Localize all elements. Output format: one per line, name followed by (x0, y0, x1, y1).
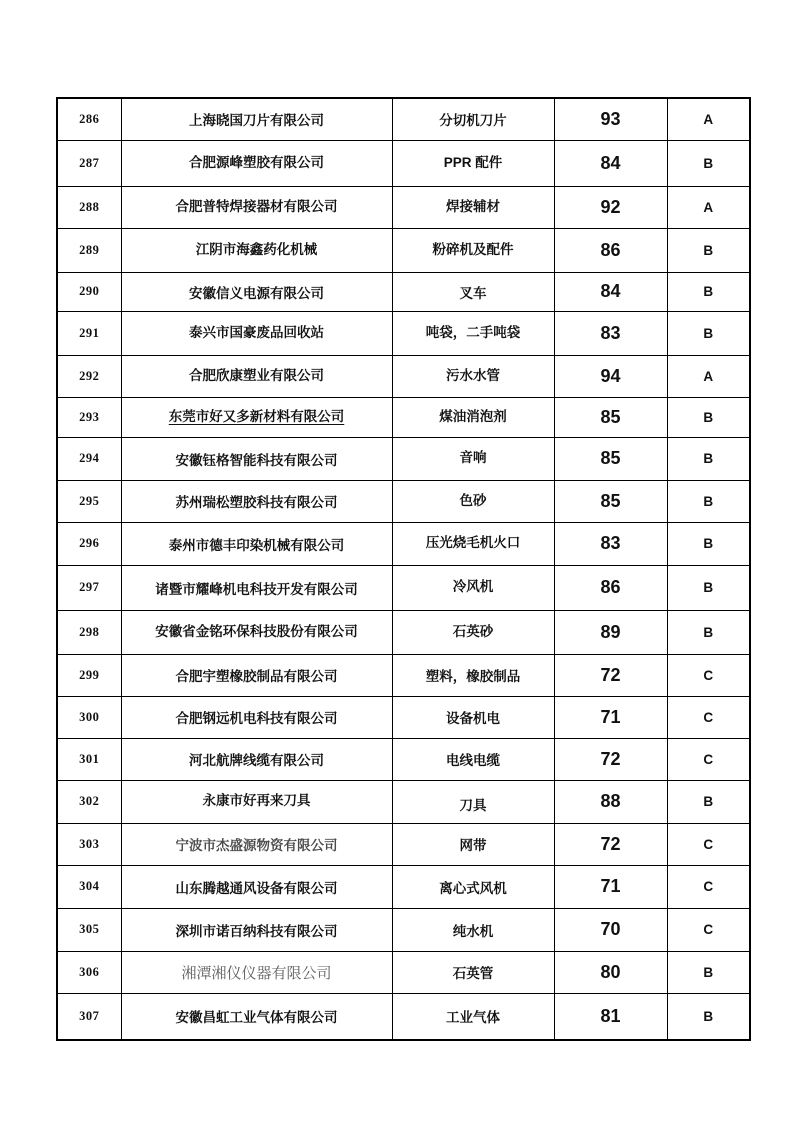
product-cell (392, 228, 554, 272)
grade-cell-text: C (703, 709, 714, 725)
score-cell-text: 92 (600, 196, 621, 217)
score-cell (554, 696, 667, 738)
company-cell (121, 355, 392, 397)
grade-cell-text: B (703, 1008, 714, 1024)
product-cell (392, 780, 554, 823)
product-cell-text: 塑料，橡胶制品 (425, 669, 521, 684)
table-body (57, 98, 750, 1040)
grade-cell (667, 610, 750, 654)
product-cell (392, 565, 554, 610)
company-cell-text: 合肥欣康塑业有限公司 (189, 367, 324, 383)
grade-cell (667, 696, 750, 738)
company-cell (121, 140, 392, 186)
grade-cell-text: B (703, 242, 714, 258)
score-cell-text: 72 (600, 833, 621, 854)
grade-cell (667, 908, 750, 951)
serial-cell (57, 951, 121, 993)
table-row (57, 397, 750, 437)
serial-cell (57, 696, 121, 738)
grade-cell-text: B (703, 580, 714, 595)
product-cell-text: 石英砂 (452, 623, 494, 639)
product-cell-text: 色砂 (459, 492, 487, 508)
company-cell-text: 宁波市杰盛源物资有限公司 (175, 838, 338, 853)
company-cell (121, 993, 392, 1040)
table-row (57, 480, 750, 522)
product-cell-text: 设备机电 (446, 711, 500, 726)
score-cell-text: 84 (600, 281, 621, 301)
table-row (57, 522, 750, 565)
company-cell-text: 湘潭湘仪仪器有限公司 (181, 964, 332, 982)
score-cell (554, 951, 667, 993)
product-cell-text: 吨袋，二手吨袋 (425, 324, 521, 340)
company-cell-text: 河北航牌线缆有限公司 (189, 753, 324, 768)
grade-cell-text: B (703, 409, 714, 425)
grade-cell-text: B (703, 624, 714, 640)
company-cell (121, 565, 392, 610)
serial-cell-text: 304 (79, 879, 100, 893)
product-cell-text: 刀具 (459, 798, 487, 813)
score-cell-text: 80 (600, 961, 621, 982)
table-row (57, 186, 750, 228)
serial-cell-text: 302 (79, 794, 100, 808)
company-cell (121, 610, 392, 654)
grade-cell (667, 823, 750, 865)
product-cell (392, 610, 554, 654)
company-cell (121, 908, 392, 951)
table-row (57, 98, 750, 140)
company-cell-text: 合肥源峰塑胶有限公司 (189, 154, 324, 170)
product-cell-text: PPR 配件 (443, 154, 503, 170)
grade-cell-text: B (703, 325, 714, 341)
grade-cell-text: C (703, 922, 714, 937)
product-cell-text: 音响 (459, 450, 487, 465)
table-row (57, 823, 750, 865)
product-cell (392, 908, 554, 951)
table-row (57, 610, 750, 654)
score-cell (554, 228, 667, 272)
serial-cell (57, 908, 121, 951)
grade-cell-text: B (703, 794, 714, 809)
company-cell (121, 951, 392, 993)
score-cell (554, 480, 667, 522)
company-cell-text: 永康市好再来刀具 (202, 793, 311, 808)
company-cell (121, 272, 392, 311)
product-cell (392, 738, 554, 780)
serial-cell-text: 289 (79, 242, 100, 257)
serial-cell (57, 738, 121, 780)
serial-cell (57, 610, 121, 654)
score-cell-text: 81 (600, 1005, 621, 1026)
grade-cell (667, 522, 750, 565)
company-cell-text: 诸暨市耀峰机电科技开发有限公司 (155, 581, 358, 597)
product-cell (392, 98, 554, 140)
table-row (57, 565, 750, 610)
serial-cell-text: 293 (79, 409, 100, 424)
grade-cell (667, 228, 750, 272)
company-cell-text: 苏州瑞松塑胶科技有限公司 (175, 495, 338, 510)
company-cell-text: 安徽钰格智能科技有限公司 (175, 452, 338, 468)
company-cell-text: 安徽信义电源有限公司 (189, 285, 324, 301)
serial-cell-text: 303 (79, 836, 100, 851)
serial-cell-text: 306 (79, 964, 100, 979)
serial-cell-text: 292 (79, 368, 100, 383)
product-cell (392, 311, 554, 355)
score-cell (554, 98, 667, 140)
product-cell-text: 分切机刀片 (439, 113, 507, 129)
product-cell (392, 865, 554, 908)
company-cell-text: 泰州市德丰印染机械有限公司 (168, 537, 345, 553)
table-row (57, 140, 750, 186)
serial-cell (57, 140, 121, 186)
score-cell-text: 89 (600, 621, 621, 642)
score-cell (554, 565, 667, 610)
company-cell (121, 311, 392, 355)
score-cell-text: 71 (600, 876, 621, 896)
grade-cell-text: B (703, 284, 714, 299)
grade-cell (667, 951, 750, 993)
product-cell-text: 压光烧毛机火口 (425, 535, 521, 550)
table-row (57, 272, 750, 311)
product-cell-text: 工业气体 (446, 1010, 500, 1026)
score-cell-text: 72 (600, 748, 621, 769)
product-cell (392, 186, 554, 228)
serial-cell (57, 780, 121, 823)
score-cell-text: 85 (600, 490, 621, 511)
serial-cell-text: 287 (79, 155, 100, 170)
company-cell-text: 深圳市诺百纳科技有限公司 (175, 923, 338, 939)
score-cell (554, 908, 667, 951)
serial-cell-text: 296 (79, 536, 100, 550)
product-cell-text: 离心式风机 (439, 880, 507, 896)
grade-cell-text: B (703, 964, 714, 980)
company-cell (121, 823, 392, 865)
product-cell-text: 石英管 (452, 966, 494, 981)
score-cell (554, 865, 667, 908)
grade-cell-text: C (703, 751, 714, 767)
score-cell-text: 85 (600, 406, 621, 427)
company-cell (121, 738, 392, 780)
company-cell-text: 合肥宇塑橡胶制品有限公司 (175, 669, 338, 684)
score-cell-text: 94 (600, 365, 621, 386)
score-cell-text: 88 (600, 791, 621, 811)
score-cell (554, 186, 667, 228)
table-row (57, 654, 750, 696)
serial-cell-text: 288 (79, 199, 100, 214)
product-cell (392, 272, 554, 311)
company-cell-text: 合肥普特焊接器材有限公司 (175, 198, 338, 214)
company-cell (121, 98, 392, 140)
company-cell-text: 泰兴市国豪废品回收站 (189, 324, 324, 340)
grade-cell (667, 355, 750, 397)
grade-cell-text: C (703, 667, 714, 683)
product-cell (392, 437, 554, 480)
grade-cell (667, 397, 750, 437)
serial-cell (57, 272, 121, 311)
grade-cell (667, 738, 750, 780)
serial-cell-text: 294 (79, 451, 100, 465)
score-cell (554, 993, 667, 1040)
serial-cell-text: 301 (79, 751, 100, 766)
company-cell (121, 696, 392, 738)
score-cell-text: 86 (600, 577, 621, 597)
serial-cell-text: 307 (79, 1008, 100, 1023)
product-cell-text: 粉碎机及配件 (432, 241, 514, 257)
company-cell (121, 397, 392, 437)
product-cell-text: 冷风机 (452, 579, 494, 594)
product-cell (392, 140, 554, 186)
table-row (57, 311, 750, 355)
serial-cell-text: 299 (79, 667, 100, 682)
product-cell (392, 951, 554, 993)
serial-cell-text: 290 (79, 284, 100, 298)
grade-cell (667, 565, 750, 610)
grade-cell (667, 780, 750, 823)
serial-cell-text: 291 (79, 325, 100, 340)
product-cell-text: 纯水机 (452, 923, 494, 939)
serial-cell-text: 286 (79, 111, 100, 126)
score-cell (554, 610, 667, 654)
score-cell-text: 71 (600, 706, 621, 727)
table-row (57, 865, 750, 908)
grade-cell-text: B (703, 451, 714, 466)
company-cell (121, 522, 392, 565)
table-row (57, 993, 750, 1040)
serial-cell (57, 865, 121, 908)
grade-cell (667, 993, 750, 1040)
score-cell-text: 72 (600, 664, 621, 685)
serial-cell (57, 397, 121, 437)
grade-cell (667, 865, 750, 908)
supplier-rating-table (56, 97, 751, 1041)
table-row (57, 738, 750, 780)
table-row (57, 355, 750, 397)
score-cell (554, 397, 667, 437)
grade-cell-text: C (703, 879, 714, 894)
grade-cell-text: A (703, 111, 714, 127)
score-cell-text: 84 (600, 152, 621, 173)
score-cell (554, 522, 667, 565)
score-cell-text: 86 (600, 239, 621, 260)
serial-cell (57, 98, 121, 140)
product-cell (392, 355, 554, 397)
serial-cell (57, 186, 121, 228)
company-cell-text: 上海晓国刀片有限公司 (189, 113, 324, 129)
product-cell-text: 叉车 (459, 285, 487, 301)
serial-cell (57, 355, 121, 397)
grade-cell-text: B (703, 493, 714, 509)
product-cell-text: 网带 (459, 838, 487, 853)
company-cell-text: 山东腾越通风设备有限公司 (175, 880, 338, 896)
company-cell (121, 480, 392, 522)
product-cell-text: 煤油消泡剂 (439, 408, 507, 424)
grade-cell-text: C (703, 836, 714, 852)
serial-cell-text: 305 (79, 922, 100, 936)
product-cell-text: 焊接辅材 (446, 198, 500, 214)
score-cell (554, 272, 667, 311)
score-cell (554, 738, 667, 780)
score-cell (554, 140, 667, 186)
grade-cell (667, 437, 750, 480)
score-cell (554, 780, 667, 823)
company-cell (121, 437, 392, 480)
grade-cell (667, 272, 750, 311)
grade-cell-text: B (703, 155, 714, 171)
grade-cell-text: B (703, 536, 714, 551)
company-cell (121, 865, 392, 908)
company-cell-text: 安徽省金铭环保科技股份有限公司 (155, 623, 358, 639)
company-cell (121, 654, 392, 696)
serial-cell (57, 522, 121, 565)
serial-cell (57, 993, 121, 1040)
product-cell (392, 696, 554, 738)
company-cell (121, 186, 392, 228)
company-cell (121, 780, 392, 823)
serial-cell (57, 228, 121, 272)
product-cell-text: 污水水管 (446, 367, 500, 383)
grade-cell (667, 140, 750, 186)
serial-cell-text: 295 (79, 493, 100, 508)
grade-cell (667, 480, 750, 522)
product-cell (392, 993, 554, 1040)
product-cell (392, 397, 554, 437)
serial-cell (57, 311, 121, 355)
product-cell-text: 电线电缆 (446, 753, 500, 768)
company-cell-text: 合肥钢远机电科技有限公司 (175, 711, 338, 726)
company-cell (121, 228, 392, 272)
score-cell-text: 83 (600, 533, 621, 553)
serial-cell (57, 437, 121, 480)
grade-cell (667, 186, 750, 228)
score-cell (554, 823, 667, 865)
company-cell-text: 东莞市好又多新材料有限公司 (168, 408, 345, 424)
score-cell-text: 83 (600, 322, 621, 343)
table-row (57, 228, 750, 272)
table-row (57, 437, 750, 480)
serial-cell-text: 297 (79, 580, 100, 594)
grade-cell-text: A (703, 368, 714, 384)
company-cell-text: 江阴市海鑫药化机械 (195, 241, 318, 257)
company-cell-text: 安徽昌虹工业气体有限公司 (175, 1010, 338, 1026)
table-row (57, 951, 750, 993)
serial-cell (57, 823, 121, 865)
serial-cell (57, 480, 121, 522)
product-cell (392, 823, 554, 865)
serial-cell (57, 565, 121, 610)
score-cell (554, 311, 667, 355)
score-cell (554, 654, 667, 696)
grade-cell (667, 654, 750, 696)
serial-cell-text: 300 (79, 709, 100, 724)
score-cell-text: 70 (600, 919, 621, 939)
product-cell (392, 480, 554, 522)
grade-cell-text: A (703, 199, 714, 215)
table-row (57, 908, 750, 951)
score-cell-text: 85 (600, 448, 621, 468)
table-row (57, 780, 750, 823)
score-cell (554, 355, 667, 397)
serial-cell-text: 298 (79, 624, 100, 639)
table-row (57, 696, 750, 738)
grade-cell (667, 98, 750, 140)
product-cell (392, 654, 554, 696)
grade-cell (667, 311, 750, 355)
score-cell-text: 93 (600, 108, 621, 129)
score-cell (554, 437, 667, 480)
product-cell (392, 522, 554, 565)
serial-cell (57, 654, 121, 696)
